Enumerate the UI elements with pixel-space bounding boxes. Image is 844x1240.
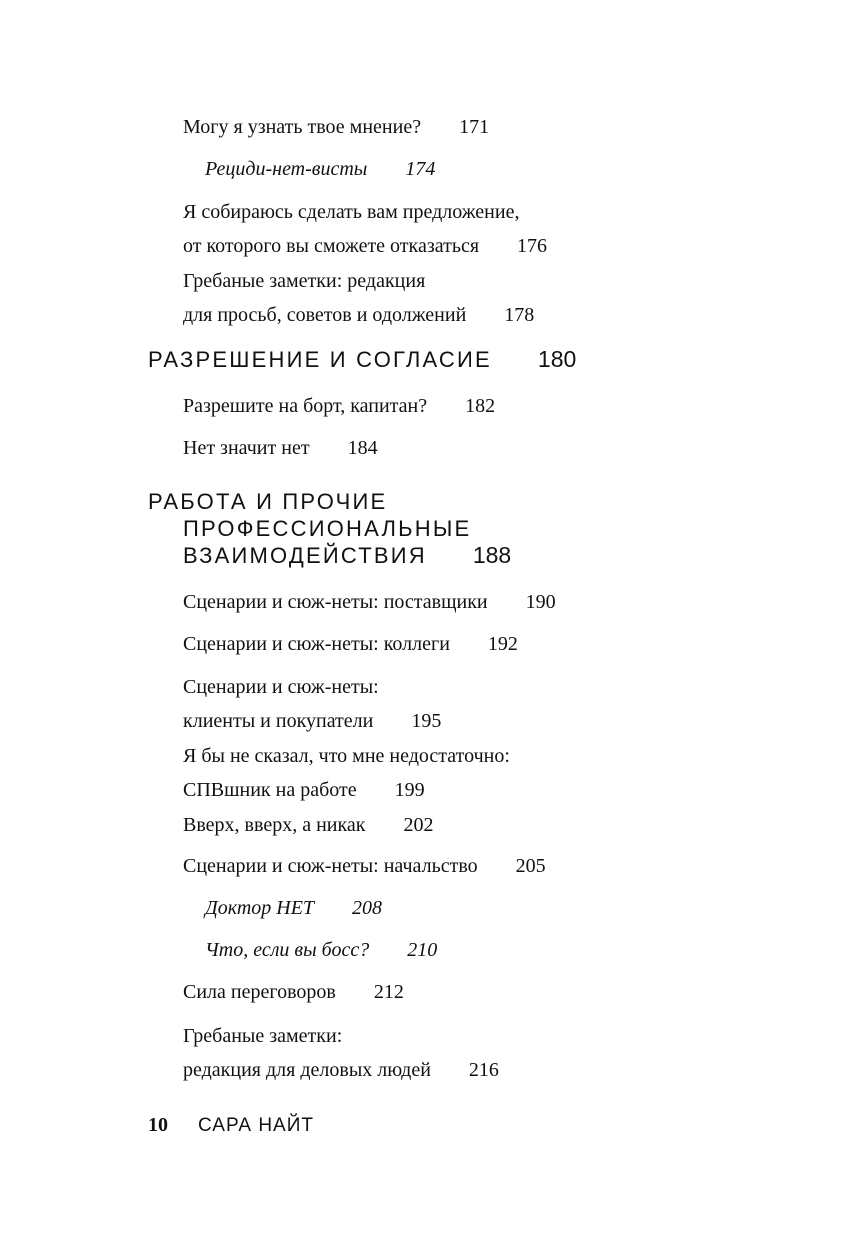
toc-entry [183, 808, 433, 842]
toc-entry-page: 216 [468, 1059, 499, 1081]
toc-entry-title: Я бы не сказал, что мне недостаточно: [183, 745, 510, 767]
toc-entry [183, 739, 510, 807]
toc-entry-title: Гребаные заметки: [183, 1025, 343, 1047]
toc-entry-title: клиенты и покупатели [183, 710, 374, 732]
toc-entry [183, 1019, 499, 1087]
toc-entry-page: 212 [373, 981, 404, 1003]
toc-section-title: РАЗРЕШЕНИЕ И СОГЛАСИЕ [148, 347, 492, 372]
toc-section [148, 346, 576, 373]
toc-section-page: 188 [472, 542, 512, 568]
toc-entry-title: Вверх, вверх, а никак [183, 814, 366, 836]
toc-entry [183, 195, 547, 263]
toc-entry [183, 110, 489, 144]
page-number: 10 [148, 1114, 168, 1136]
toc-entry-title: Я собираюсь сделать вам предложение, [183, 201, 520, 223]
toc-entry [183, 849, 546, 883]
toc-entry [205, 152, 435, 186]
toc-entry [183, 585, 556, 619]
toc-entry-page: 182 [465, 395, 496, 417]
toc-entry-title: Сценарии и сюж-неты: коллеги [183, 633, 450, 655]
page-footer [148, 1110, 314, 1141]
toc-entry-page: 205 [515, 855, 546, 877]
toc-entry-page: 178 [504, 304, 535, 326]
toc-section-title: РАБОТА И ПРОЧИЕ [148, 489, 388, 514]
toc-entry-page: 208 [352, 897, 383, 919]
toc-entry-page: 174 [405, 158, 436, 180]
toc-entry [183, 627, 518, 661]
toc-entry-title: Разрешите на борт, капитан? [183, 395, 428, 417]
toc-section-title: ВЗАИМОДЕЙСТВИЯ [183, 543, 427, 568]
toc-entry [183, 389, 495, 423]
toc-entry [183, 975, 404, 1009]
toc-section-title: ПРОФЕССИОНАЛЬНЫЕ [183, 516, 472, 541]
toc-entry-page: 192 [487, 633, 518, 655]
toc-entry [183, 670, 441, 738]
toc-entry [205, 933, 437, 967]
toc-entry-title: Доктор НЕТ [205, 897, 315, 919]
toc-entry-title: СПВшник на работе [183, 779, 357, 801]
toc-entry-title: Могу я узнать твое мнение? [183, 116, 422, 138]
running-author: САРА НАЙТ [198, 1115, 314, 1136]
toc-entry-title: от которого вы сможете отказаться [183, 235, 480, 257]
toc-entry-page: 190 [525, 591, 556, 613]
toc-entry [183, 431, 378, 465]
toc-entry-title: Сценарии и сюж-неты: поставщики [183, 591, 488, 613]
toc-entry-title: Что, если вы босс? [205, 939, 370, 961]
toc-section [148, 488, 511, 569]
toc-entry-title: Рециди-нет-висты [205, 158, 368, 180]
toc-entry-title: редакция для деловых людей [183, 1059, 431, 1081]
toc-entry [183, 264, 534, 332]
toc-entry-title: Сила переговоров [183, 981, 336, 1003]
toc-entry [205, 891, 382, 925]
toc-section-page: 180 [537, 346, 577, 372]
toc-entry-title: Сценарии и сюж-неты: [183, 676, 379, 698]
toc-entry-page: 202 [403, 814, 434, 836]
toc-entry-page: 184 [347, 437, 378, 459]
toc-entry-title: Гребаные заметки: редакция [183, 270, 426, 292]
toc-entry-page: 210 [407, 939, 438, 961]
toc-entry-title: Нет значит нет [183, 437, 310, 459]
toc-entry-page: 171 [459, 116, 490, 138]
toc-entry-page: 176 [517, 235, 548, 257]
toc-entry-title: Сценарии и сюж-неты: начальство [183, 855, 478, 877]
toc-entry-page: 195 [411, 710, 442, 732]
toc-entry-title: для просьб, советов и одолжений [183, 304, 467, 326]
toc-entry-page: 199 [394, 779, 425, 801]
